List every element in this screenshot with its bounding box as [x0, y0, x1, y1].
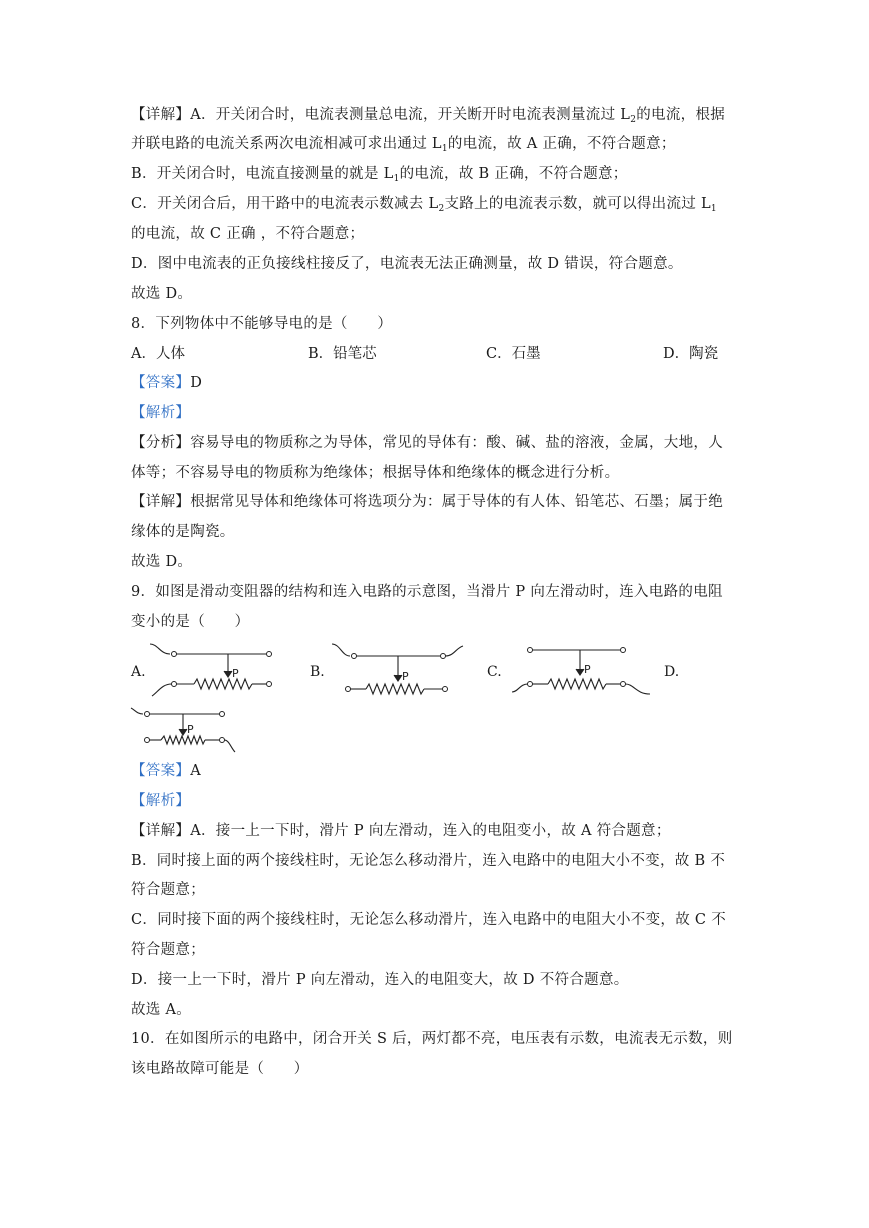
q9-detail-a: 【详解】A．接一上一下时，滑片 P 向左滑动，连入的电阻变小，故 A 符合题意； [131, 823, 671, 839]
detail-line-b: B．开关闭合时，电流直接测量的就是 $L_1$的电流，故 B 正确，不符合题意； [131, 166, 628, 184]
q8-analysis-heading: 【解析】 [131, 405, 191, 421]
detail-line-d: D．图中电流表的正负接线柱接反了，电流表无法正确测量，故 D 错误，符合题意。 [131, 256, 683, 272]
svg-text:P: P [584, 663, 591, 676]
q9-figure-label-b: B. [310, 664, 325, 680]
q9-figure-label-c: C. [487, 664, 502, 680]
q9-detail-d: D．接一上一下时，滑片 P 向左滑动，连入的电阻变大，故 D 不符合题意。 [131, 972, 629, 988]
q8-detail-line1: 【详解】根据常见导体和绝缘体可将选项分为：属于导体的有人体、铅笔芯、石墨；属于绝 [131, 494, 723, 510]
detail-tag: 【详解】 [131, 107, 191, 123]
q9-detail-c2: 符合题意； [131, 942, 205, 958]
q9-stem-line1: 9．如图是滑动变阻器的结构和连入电路的示意图，当滑片 P 向左滑动时，连入电路的电阻 [131, 584, 723, 600]
detail-line-a: 【详解】A．开关闭合时，电流表测量总电流，开关断开时电流表测量流过 $L_2$的电流，根据 [131, 107, 726, 125]
q9-conclusion: 故选 A。 [131, 1002, 192, 1018]
q9-stem-line2: 变小的是（ ） [131, 614, 250, 630]
q9-detail-b2: 符合题意； [131, 882, 205, 898]
q8-stem: 8．下列物体中不能够导电的是（ ） [131, 316, 393, 332]
detail-line-a2: 并联电路的电流关系两次电流相减可求出通过 $L_1$的电流，故 A 正确，不符合题意； [131, 136, 676, 154]
q8-option-b: B．铅笔芯 [308, 346, 377, 362]
q8-option-a: A．人体 [131, 346, 185, 362]
q10-stem-line2: 该电路故障可能是（ ） [131, 1061, 309, 1077]
slider-p-label: P [232, 667, 239, 680]
q9-detail-b1: B．同时接上面的两个接线柱时，无论怎么移动滑片，连入电路中的电阻大小不变，故 B 不 [131, 853, 726, 869]
q8-conclusion: 故选 D。 [131, 554, 193, 570]
svg-text:P: P [402, 670, 409, 683]
q8-option-d: D．陶瓷 [663, 346, 719, 362]
detail-line-c: C．开关闭合后，用干路中的电流表示数减去 $L_2$支路上的电流表示数，就可以得出流过 $L_1$ [131, 196, 717, 214]
q8-detail-line2: 缘体的是陶瓷。 [131, 524, 235, 540]
q8-answer: 【答案】D [131, 375, 203, 391]
rheostat-figure-b [330, 642, 465, 700]
q10-stem-line1: 10．在如图所示的电路中，闭合开关 S 后，两灯都不亮，电压表有示数，电流表无示数，则 [131, 1031, 733, 1047]
q9-figure-label-a: A. [131, 664, 146, 680]
svg-text:P: P [187, 723, 194, 736]
rheostat-figure-d [131, 706, 241, 754]
detail-line-c2: 的电流，故 C 正确 ，不符合题意； [131, 226, 365, 242]
q8-option-c: C．石墨 [486, 346, 541, 362]
rheostat-figure-a [148, 642, 278, 700]
q9-figure-label-d: D. [664, 664, 680, 680]
q9-analysis-heading: 【解析】 [131, 793, 191, 809]
q9-detail-c1: C．同时接下面的两个接线柱时，无论怎么移动滑片，连入电路中的电阻大小不变，故 C 不 [131, 912, 727, 928]
q8-fenxi-line2: 体等；不容易导电的物质称为绝缘体；根据导体和绝缘体的概念进行分析。 [131, 465, 620, 481]
rheostat-figure-c [510, 640, 655, 698]
q8-fenxi-line1: 【分析】容易导电的物质称之为导体，常见的导体有：酸、碱、盐的溶液，金属，大地，人 [131, 435, 723, 451]
q9-answer: 【答案】A [131, 763, 201, 779]
conclusion-line: 故选 D。 [131, 286, 193, 302]
